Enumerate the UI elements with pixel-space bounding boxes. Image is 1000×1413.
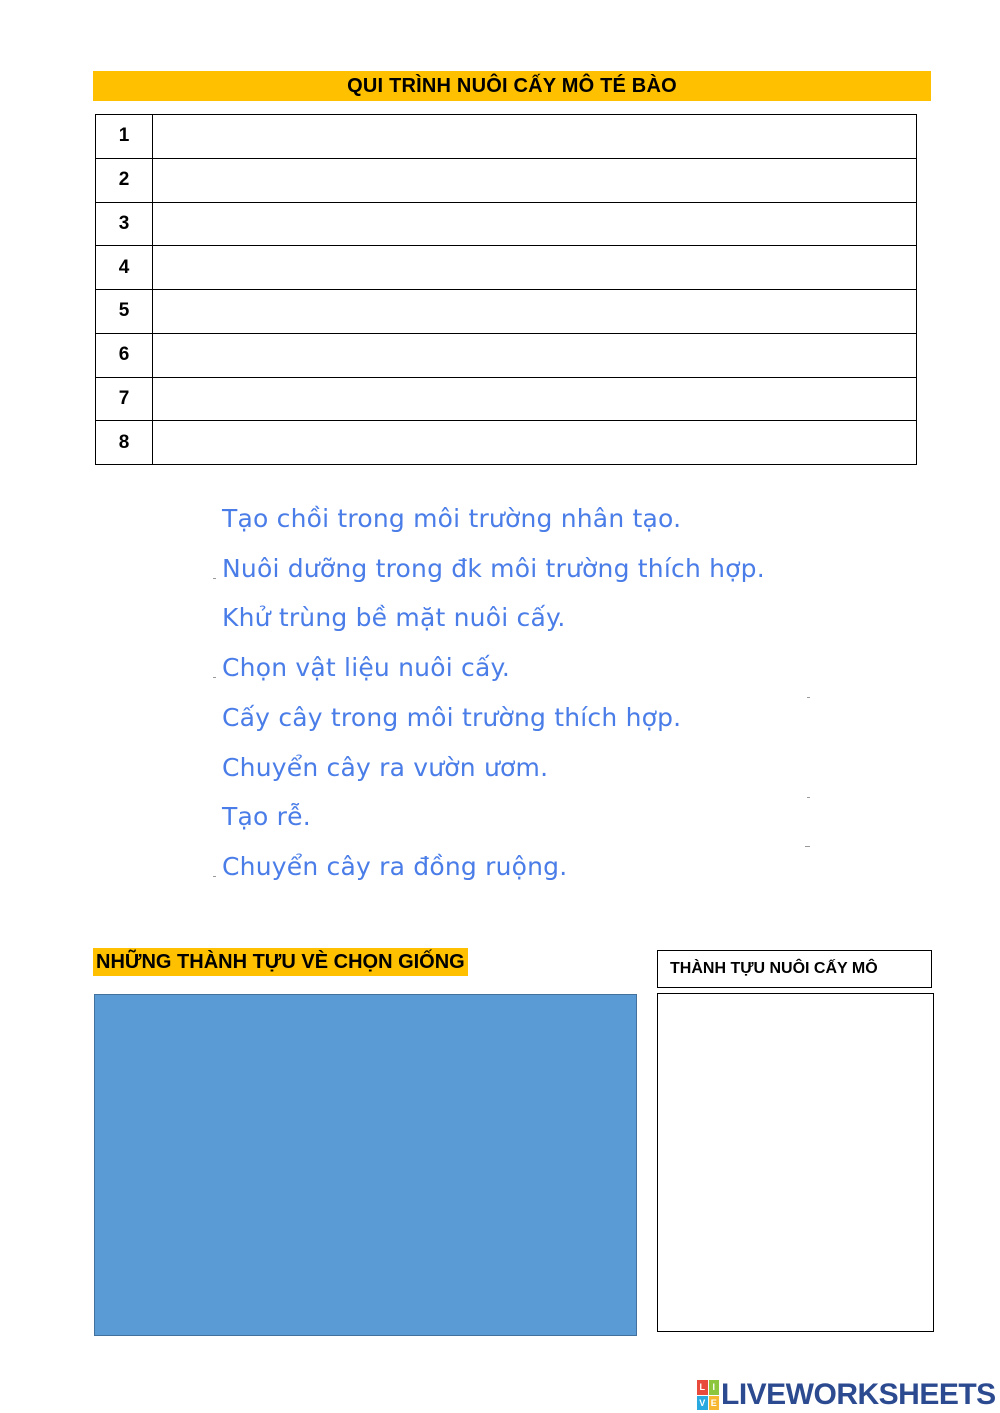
drop-slot-6[interactable]	[153, 333, 917, 377]
step-number: 4	[96, 246, 153, 290]
draggable-option[interactable]: Chọn vật liệu nuôi cấy.	[222, 653, 511, 682]
draggable-option[interactable]: Nuôi dưỡng trong đk môi trường thích hợp.	[222, 554, 765, 583]
step-number: 2	[96, 158, 153, 202]
page-title: QUI TRÌNH NUÔI CẤY MÔ TÉ BÀO	[93, 71, 931, 101]
draggable-option[interactable]: Khử trùng bề mặt nuôi cấy.	[222, 603, 566, 632]
step-number: 7	[96, 377, 153, 421]
drag-handle-mark	[807, 697, 810, 698]
drop-slot-7[interactable]	[153, 377, 917, 421]
table-row	[96, 377, 917, 421]
liveworksheets-logo	[697, 1378, 996, 1412]
drop-slot-3[interactable]	[153, 202, 917, 246]
drag-handle-mark	[807, 797, 810, 798]
draggable-option[interactable]: Chuyển cây ra vườn ươm.	[222, 753, 549, 782]
draggable-option[interactable]: Chuyển cây ra đồng ruộng.	[222, 852, 568, 881]
steps-table	[95, 114, 917, 465]
drop-slot-4[interactable]	[153, 246, 917, 290]
table-row	[96, 115, 917, 159]
table-row	[96, 421, 917, 465]
drop-slot-2[interactable]	[153, 158, 917, 202]
drag-handle-mark	[805, 846, 810, 847]
section-heading-breeding: NHỮNG THÀNH TỰU VÈ CHỌN GIỐNG	[93, 948, 468, 976]
drop-slot-8[interactable]	[153, 421, 917, 465]
drop-slot-5[interactable]	[153, 290, 917, 334]
table-row	[96, 202, 917, 246]
draggable-option[interactable]: Tạo rễ.	[222, 802, 311, 831]
answer-box[interactable]	[657, 993, 934, 1332]
table-row	[96, 290, 917, 334]
step-number: 6	[96, 333, 153, 377]
table-row	[96, 333, 917, 377]
drag-handle-mark	[213, 876, 216, 877]
table-row	[96, 246, 917, 290]
drag-handle-mark	[213, 578, 216, 579]
drop-slot-1[interactable]	[153, 115, 917, 159]
step-number: 1	[96, 115, 153, 159]
step-number: 3	[96, 202, 153, 246]
drag-handle-mark	[213, 677, 216, 678]
table-row	[96, 158, 917, 202]
logo-icon: L I V E	[697, 1380, 719, 1410]
section-heading-tissue-culture: THÀNH TỰU NUÔI CẤY MÔ	[657, 950, 932, 988]
logo-text: LIVEWORKSHEETS	[721, 1378, 996, 1411]
draggable-option[interactable]: Cấy cây trong môi trường thích hợp.	[222, 703, 682, 732]
image-placeholder	[94, 994, 637, 1336]
step-number: 8	[96, 421, 153, 465]
step-number: 5	[96, 290, 153, 334]
draggable-option[interactable]: Tạo chồi trong môi trường nhân tạo.	[222, 504, 682, 533]
